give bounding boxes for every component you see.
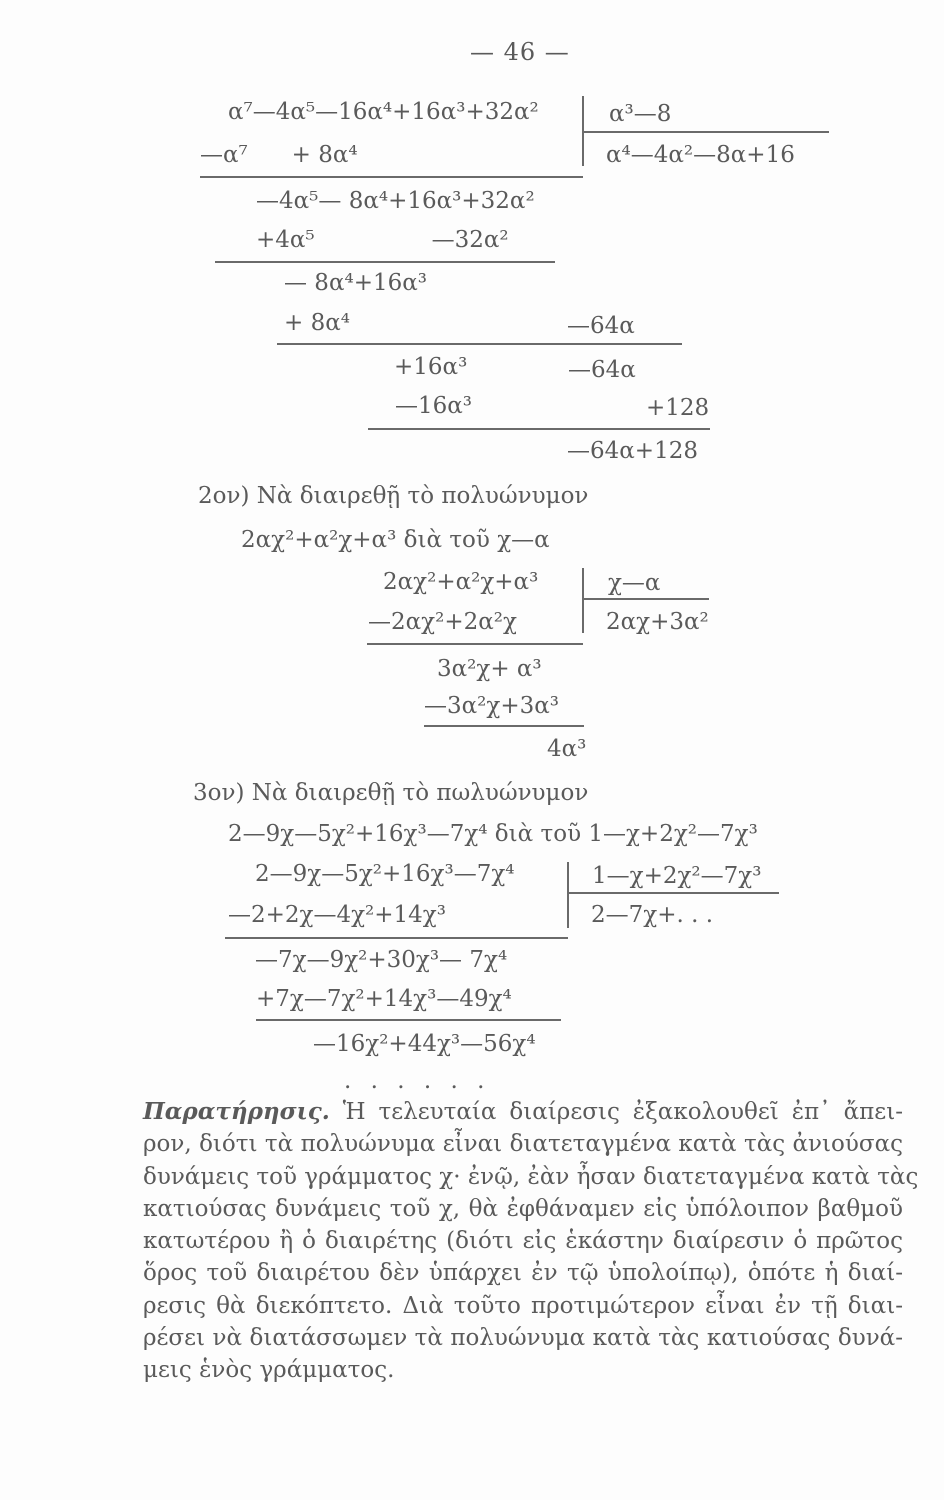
rule bbox=[215, 261, 555, 263]
final-remainder: —64α+128 bbox=[567, 438, 698, 464]
subtrahend: + 8α⁴ bbox=[284, 310, 350, 336]
remainder: +16α³ bbox=[394, 354, 468, 380]
rule bbox=[368, 428, 710, 430]
subtrahend: —α⁷ + 8α⁴ bbox=[200, 142, 358, 168]
remark-line: ρέσει νὰ διατάσσωμεν τὰ πολυώνυμα κατὰ τὰς κατιούσας δυνά- bbox=[143, 1325, 903, 1352]
rule bbox=[256, 1019, 561, 1021]
remark-line: ὅρος τοῦ διαιρέτου δὲν ὑπάρχει ἐν τῷ ὑπολοίπῳ), ὁπότε ἡ διαί- bbox=[143, 1260, 903, 1287]
remark-line: Παρατήρησις. Ἡ τελευταία διαίρεσις ἐξακολουθεῖ ἐπ᾽ ἄπει- bbox=[143, 1098, 903, 1125]
final-remainder: —16χ²+44χ³—56χ⁴ bbox=[313, 1031, 536, 1057]
division-bar bbox=[582, 568, 584, 633]
quotient: 2—7χ+. . . bbox=[591, 902, 714, 928]
dividend: 2—9χ—5χ²+16χ³—7χ⁴ bbox=[255, 861, 515, 887]
remark-line: ρον, διότι τὰ πολυώνυμα εἶναι διατεταγμένα κατὰ τὰς ἀνιούσας bbox=[143, 1131, 903, 1158]
remark-line: κατιούσας δυνάμεις τοῦ χ, θὰ ἐφθάναμεν εἰς ὑπόλοιπον βαθμοῦ bbox=[143, 1195, 903, 1222]
rule bbox=[200, 176, 583, 178]
remainder: —64α bbox=[568, 357, 636, 383]
divisor: 1—χ+2χ²—7χ³ bbox=[592, 863, 762, 889]
subtrahend: +4α⁵ —32α² bbox=[256, 227, 509, 253]
subtrahend: —16α³ bbox=[395, 393, 473, 419]
remark-line: κατωτέρου ἢ ὁ διαιρέτης (διότι εἰς ἑκάστην διαίρεσιν ὁ πρῶτος bbox=[143, 1228, 903, 1255]
quotient: 2αχ+3α² bbox=[606, 609, 709, 635]
rule bbox=[367, 643, 583, 645]
remark-line: μεις ἑνὸς γράμματος. bbox=[143, 1357, 395, 1384]
page-number: — 46 — bbox=[470, 38, 570, 66]
subtrahend: —2+2χ—4χ²+14χ³ bbox=[228, 902, 446, 928]
final-remainder: 4α³ bbox=[547, 736, 587, 762]
divisor-rule bbox=[584, 598, 709, 600]
divisor-rule bbox=[584, 131, 829, 133]
subtrahend: —3α²χ+3α³ bbox=[424, 693, 559, 719]
section-2-heading: 2ον) Νὰ διαιρεθῇ τὸ πολυώνυμον bbox=[198, 483, 589, 509]
remainder: 3α²χ+ α³ bbox=[437, 656, 542, 682]
remark-line: ρεσις θὰ διεκόπτετο. Διὰ τοῦτο προτιμώτερον εἶναι ἐν τῇ διαι- bbox=[143, 1292, 903, 1319]
remark-label: Παρατήρησις. bbox=[143, 1098, 330, 1125]
remark-paragraph bbox=[143, 1096, 919, 1387]
divisor: α³—8 bbox=[609, 101, 672, 127]
divisor: χ—α bbox=[608, 570, 661, 596]
division-bar bbox=[567, 862, 569, 928]
section-3-expression: 2—9χ—5χ²+16χ³—7χ⁴ διὰ τοῦ 1—χ+2χ²—7χ³ bbox=[228, 821, 758, 847]
rule bbox=[424, 725, 584, 727]
remainder: —4α⁵— 8α⁴+16α³+32α² bbox=[256, 188, 535, 214]
quotient: α⁴—4α²—8α+16 bbox=[606, 142, 795, 168]
rule bbox=[225, 937, 568, 939]
subtrahend: +7χ—7χ²+14χ³—49χ⁴ bbox=[256, 986, 512, 1012]
subtrahend: —64α bbox=[567, 313, 635, 339]
remainder: — 8α⁴+16α³ bbox=[284, 270, 427, 296]
rule bbox=[277, 343, 682, 345]
subtrahend: —2αχ²+2α²χ bbox=[368, 609, 517, 635]
divisor-rule bbox=[569, 892, 779, 894]
remark-line: δυνάμεις τοῦ γράμματος χ· ἐνῷ, ἐὰν ἦσαν διατεταγμένα κατὰ τὰς bbox=[143, 1163, 919, 1190]
section-3-heading: 3ον) Νὰ διαιρεθῇ τὸ πωλυώνυμον bbox=[193, 780, 589, 806]
dividend: 2αχ²+α²χ+α³ bbox=[383, 569, 539, 595]
dividend: α⁷—4α⁵—16α⁴+16α³+32α² bbox=[228, 99, 539, 125]
section-2-expression: 2αχ²+α²χ+α³ διὰ τοῦ χ—α bbox=[241, 527, 550, 553]
remainder: +128 bbox=[646, 395, 710, 421]
remainder: —7χ—9χ²+30χ³— 7χ⁴ bbox=[255, 947, 508, 973]
continuation-dots: . . . . . . bbox=[344, 1068, 491, 1094]
